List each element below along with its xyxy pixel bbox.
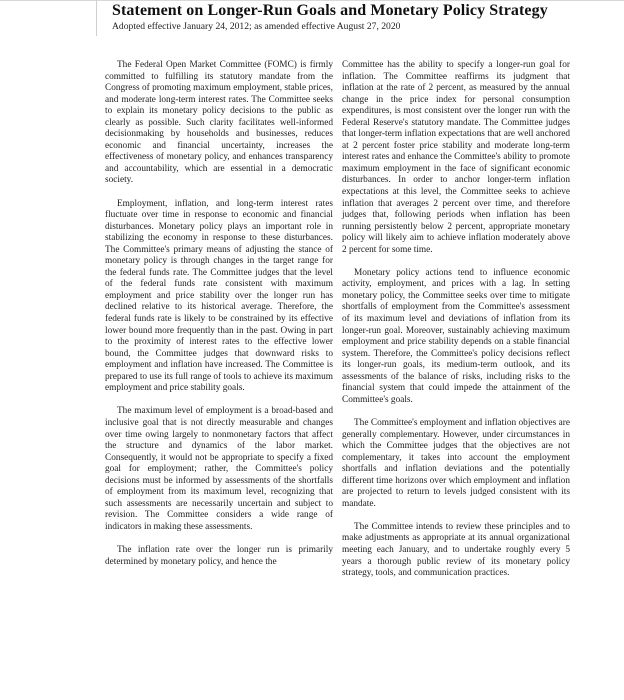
page-title: Statement on Longer-Run Goals and Monetary Policy Strategy (112, 2, 548, 19)
right-paragraph-2: Monetary policy actions tend to influence economic activity, employment, and prices with a lag. In setting monetary policy, the Committee seeks over time to mitigate shortfalls of employment from the Committee's assessment of its maximum level and deviations of inflation from its longer-run goal. Moreover, sustainably achieving maximum employment and price stability depends on a stable financial system. Therefore, the Committee's policy decisions reflect its longer-run goals, its medium-term outlook, and its assessments of the balance of risks, including risks to the financial system that could impede the attainment of the Committee's goals. (342, 267, 570, 405)
left-column (105, 60, 333, 568)
page-subtitle: Adopted effective January 24, 2012; as amended effective August 27, 2020 (112, 21, 401, 32)
left-paragraph-3: The maximum level of employment is a broad-based and inclusive goal that is not directly measurable and changes over time owing largely to nonmonetary factors that affect the structure and dynamics of the labor market. Consequently, it would not be appropriate to specify a fixed goal for employment; rather, the Committee's policy decisions must be informed by assessments of the shortfalls of employment from its maximum level, recognizing that such assessments are necessarily uncertain and subject to revision. The Committee considers a wide range of indicators in making these assessments. (105, 406, 333, 532)
top-rule (0, 0, 624, 1)
right-column (342, 60, 570, 580)
left-paragraph-1: The Federal Open Market Committee (FOMC) is firmly committed to fulfilling its statutory mandate from the Congress of promoting maximum employment, stable prices, and moderate long-term interest rates. The Committee seeks to explain its monetary policy decisions to the public as clearly as possible. Such clarity facilitates well-informed decisionmaking by households and businesses, reduces economic and financial uncertainty, increases the effectiveness of monetary policy, and enhances transparency and accountability, which are essential in a democratic society. (105, 60, 333, 186)
left-paragraph-2: Employment, inflation, and long-term interest rates fluctuate over time in response to economic and financial disturbances. Monetary policy plays an important role in stabilizing the economy in response to these disturbances. The Committee's primary means of adjusting the stance of monetary policy is through changes in the target range for the federal funds rate. The Committee judges that the level of the federal funds rate consistent with maximum employment and price stability over the longer run has declined relative to its historical average. Therefore, the federal funds rate is likely to be constrained by its effective lower bound more frequently than in the past. Owing in part to the proximity of interest rates to the effective lower bound, the Committee judges that downward risks to employment and inflation have increased. The Committee is prepared to use its full range of tools to achieve its maximum employment and price stability goals. (105, 198, 333, 394)
right-paragraph-4: The Committee intends to review these principles and to make adjustments as appropriate at its annual organizational meeting each January, and to undertake roughly every 5 years a thorough public review of its monetary policy strategy, tools, and communication practices. (342, 521, 570, 579)
right-paragraph-1: Committee has the ability to specify a longer-run goal for inflation. The Committee reaffirms its judgment that inflation at the rate of 2 percent, as measured by the annual change in the price index for personal consumption expenditures, is most consistent over the longer run with the Federal Reserve's statutory mandate. The Committee judges that longer-term inflation expectations that are well anchored at 2 percent foster price stability and moderate long-term interest rates and enhance the Committee's ability to promote maximum employment in the face of significant economic disturbances. In order to anchor longer-term inflation expectations at this level, the Committee seeks to achieve inflation that averages 2 percent over time, and therefore judges that, following periods when inflation has been running persistently below 2 percent, appropriate monetary policy will likely aim to achieve inflation moderately above 2 percent for some time. (342, 60, 570, 255)
left-paragraph-4: The inflation rate over the longer run is primarily determined by monetary policy, and hence the (105, 544, 333, 567)
right-paragraph-3: The Committee's employment and inflation objectives are generally complementary. However, under circumstances in which the Committee judges that the objectives are not complementary, it takes into account the employment shortfalls and inflation deviations and the potentially different time horizons over which employment and inflation are projected to return to levels judged consistent with its mandate. (342, 417, 570, 509)
left-margin-rule (96, 0, 97, 36)
